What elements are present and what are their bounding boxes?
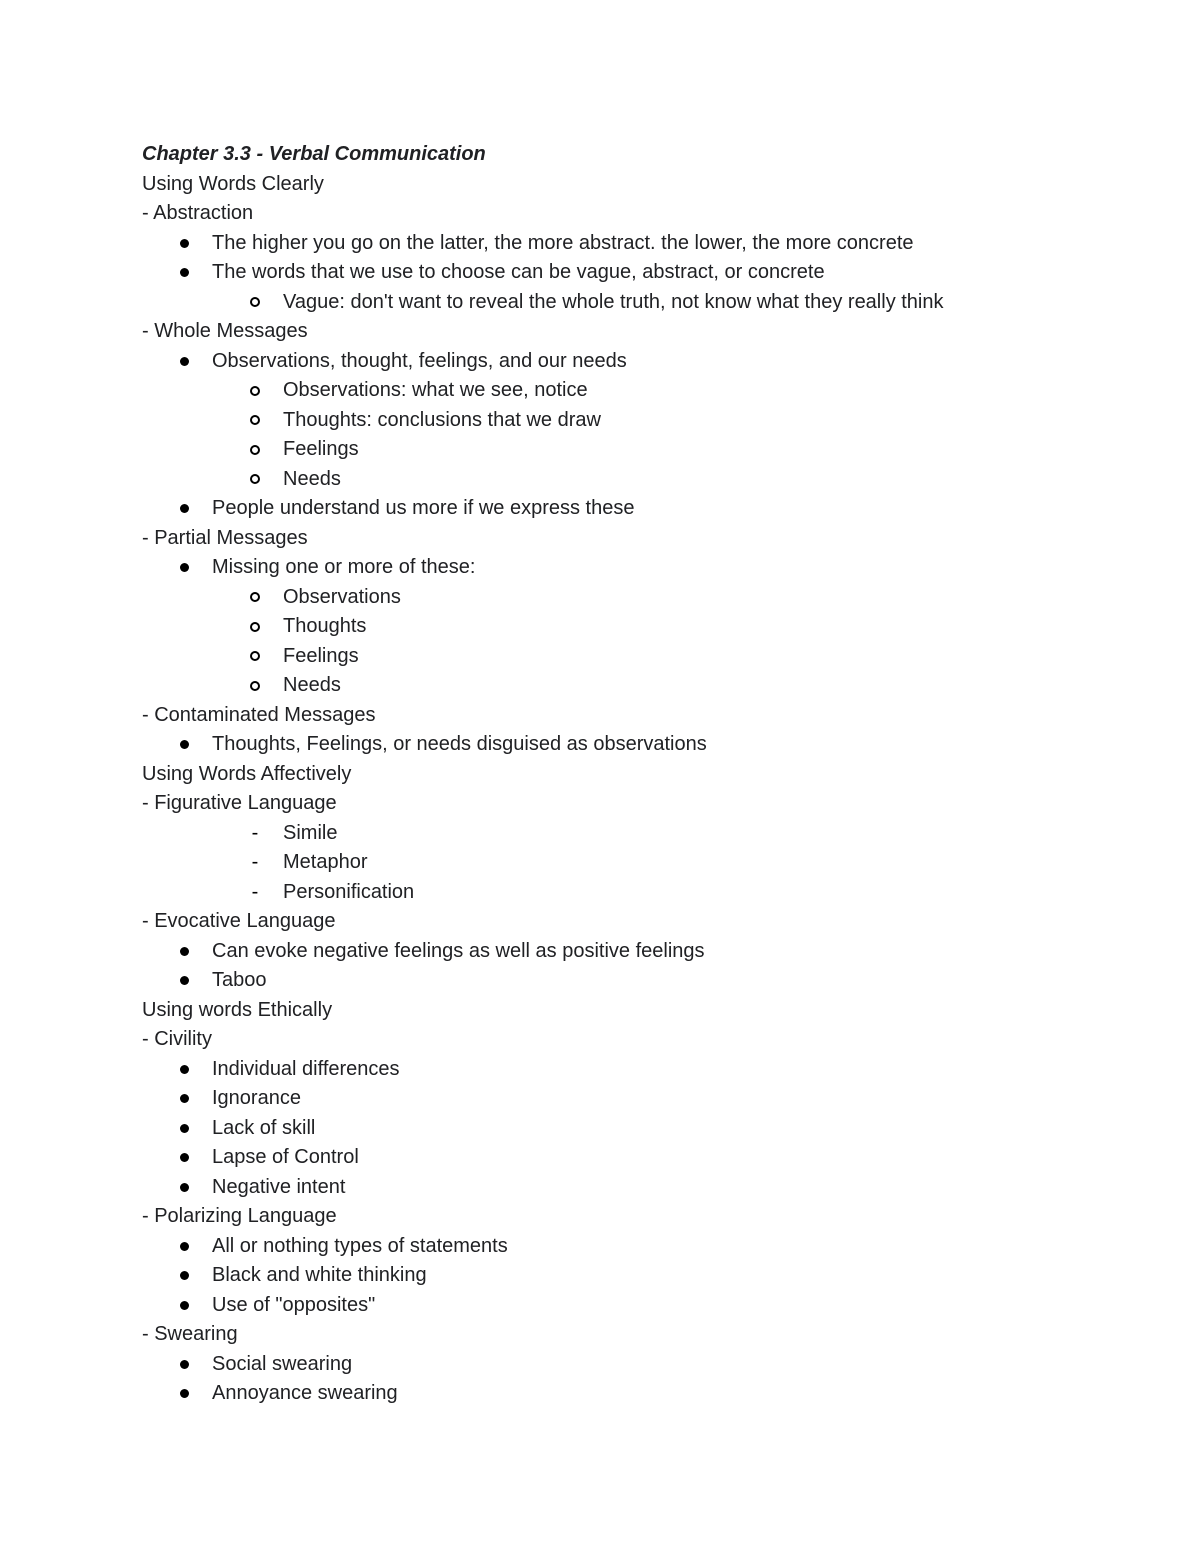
list-marker [176, 347, 192, 377]
bullet-item [142, 553, 1142, 583]
bullet-item [142, 1084, 1142, 1114]
filled-bullet-icon [180, 1153, 189, 1162]
list-marker [176, 258, 192, 288]
list-marker [176, 1114, 192, 1144]
filled-bullet-icon [180, 239, 189, 248]
list-marker [176, 1291, 192, 1321]
heading-line [142, 789, 1142, 819]
line-text: - Figurative Language [142, 792, 337, 814]
dash-bullet-icon: - [251, 821, 259, 844]
filled-bullet-icon [180, 976, 189, 985]
list-marker [176, 1350, 192, 1380]
dash-item [142, 878, 1142, 908]
list-marker [176, 1232, 192, 1262]
heading-line [142, 1025, 1142, 1055]
dash-bullet-icon: - [251, 880, 259, 903]
bullet-item [142, 1055, 1142, 1085]
line-text: Observations, thought, feelings, and our needs [212, 349, 627, 372]
line-text: Using Words Clearly [142, 172, 324, 195]
sub-bullet-item [142, 435, 1142, 465]
list-marker [247, 406, 263, 436]
line-text: Using Words Affectively [142, 762, 352, 785]
heading-line [142, 996, 1142, 1026]
line-text: - Partial Messages [142, 526, 308, 549]
heading-line [142, 1202, 1142, 1232]
dash-item [142, 848, 1142, 878]
hollow-bullet-icon [250, 386, 260, 396]
filled-bullet-icon [180, 1124, 189, 1133]
bullet-item [142, 1291, 1142, 1321]
line-text: Lapse of Control [212, 1146, 359, 1168]
heading-line [142, 760, 1142, 790]
heading-line [142, 907, 1142, 937]
sub-bullet-item [142, 642, 1142, 672]
line-text: Needs [283, 467, 341, 490]
sub-bullet-item [142, 288, 1142, 318]
filled-bullet-icon [180, 268, 189, 277]
hollow-bullet-icon [250, 592, 260, 602]
heading-line [142, 170, 1142, 200]
line-text: - Swearing [142, 1323, 238, 1345]
sub-bullet-item [142, 465, 1142, 495]
filled-bullet-icon [180, 1242, 189, 1251]
line-text: Vague: don't want to reveal the whole truth, not know what they really think [283, 290, 944, 313]
list-marker [247, 583, 263, 613]
page-title: Chapter 3.3 - Verbal Communication [142, 143, 486, 165]
line-text: - Whole Messages [142, 320, 308, 342]
sub-bullet-item [142, 583, 1142, 613]
filled-bullet-icon [180, 947, 189, 956]
line-text: Use of "opposites" [212, 1293, 376, 1316]
line-text: All or nothing types of statements [212, 1234, 508, 1257]
notes-body [142, 140, 1142, 1409]
hollow-bullet-icon [250, 445, 260, 455]
line-text: Thoughts [283, 615, 367, 637]
bullet-item [142, 229, 1142, 259]
bullet-item [142, 1350, 1142, 1380]
list-marker [247, 435, 263, 465]
filled-bullet-icon [180, 1065, 189, 1074]
line-text: Taboo [212, 969, 267, 991]
line-text: Observations: what we see, notice [283, 379, 588, 401]
list-marker [176, 1261, 192, 1291]
list-marker [176, 1173, 192, 1203]
line-text: Individual differences [212, 1057, 400, 1080]
filled-bullet-icon [180, 1301, 189, 1310]
list-marker [247, 819, 263, 849]
line-text: - Civility [142, 1028, 212, 1050]
heading-line [142, 524, 1142, 554]
list-marker [247, 288, 263, 318]
heading-line [142, 701, 1142, 731]
bullet-item [142, 347, 1142, 377]
line-text: Observations [283, 585, 401, 608]
notes-list [142, 170, 1142, 1409]
bullet-item [142, 1143, 1142, 1173]
bullet-item [142, 1379, 1142, 1409]
hollow-bullet-icon [250, 622, 260, 632]
line-text: Lack of skill [212, 1116, 316, 1139]
filled-bullet-icon [180, 504, 189, 513]
line-text: Black and white thinking [212, 1264, 427, 1286]
line-text: The words that we use to choose can be vague, abstract, or concrete [212, 261, 825, 283]
filled-bullet-icon [180, 563, 189, 572]
line-text: Feelings [283, 644, 359, 667]
line-text: - Contaminated Messages [142, 703, 376, 726]
hollow-bullet-icon [250, 651, 260, 661]
list-marker [176, 1084, 192, 1114]
filled-bullet-icon [180, 1360, 189, 1369]
dash-bullet-icon: - [251, 851, 259, 873]
filled-bullet-icon [180, 1094, 189, 1103]
sub-bullet-item [142, 612, 1142, 642]
line-text: Social swearing [212, 1352, 353, 1375]
line-text: Can evoke negative feelings as well as positive feelings [212, 939, 705, 962]
filled-bullet-icon [180, 1183, 189, 1192]
list-marker [176, 229, 192, 259]
line-text: Metaphor [283, 851, 368, 873]
list-marker [176, 1379, 192, 1409]
list-marker [176, 494, 192, 524]
list-marker [176, 937, 192, 967]
hollow-bullet-icon [250, 415, 260, 425]
line-text: Missing one or more of these: [212, 556, 476, 578]
list-marker [176, 1055, 192, 1085]
list-marker [176, 966, 192, 996]
list-marker [247, 878, 263, 908]
heading-line [142, 1320, 1142, 1350]
line-text: - Evocative Language [142, 910, 336, 932]
heading-line [142, 199, 1142, 229]
line-text: Simile [283, 821, 338, 844]
line-text: The higher you go on the latter, the more abstract. the lower, the more concrete [212, 231, 914, 254]
bullet-item [142, 258, 1142, 288]
filled-bullet-icon [180, 357, 189, 366]
bullet-item [142, 937, 1142, 967]
line-text: Negative intent [212, 1175, 346, 1198]
hollow-bullet-icon [250, 297, 260, 307]
filled-bullet-icon [180, 1271, 189, 1280]
sub-bullet-item [142, 376, 1142, 406]
list-marker [247, 671, 263, 701]
hollow-bullet-icon [250, 474, 260, 484]
list-marker [247, 465, 263, 495]
line-text: Feelings [283, 438, 359, 460]
list-marker [176, 1143, 192, 1173]
line-text: Thoughts: conclusions that we draw [283, 408, 601, 431]
bullet-item [142, 1173, 1142, 1203]
sub-bullet-item [142, 406, 1142, 436]
line-text: Needs [283, 674, 341, 696]
line-text: Thoughts, Feelings, or needs disguised as observations [212, 733, 707, 755]
line-text: People understand us more if we express these [212, 497, 635, 519]
heading-line [142, 317, 1142, 347]
bullet-item [142, 1114, 1142, 1144]
list-marker [247, 612, 263, 642]
bullet-item [142, 1232, 1142, 1262]
hollow-bullet-icon [250, 681, 260, 691]
line-text: Ignorance [212, 1087, 301, 1109]
list-marker [176, 730, 192, 760]
sub-bullet-item [142, 671, 1142, 701]
list-marker [247, 642, 263, 672]
line-text: Using words Ethically [142, 998, 333, 1021]
line-text: Personification [283, 880, 415, 903]
line-text: - Polarizing Language [142, 1205, 337, 1227]
line-text: - Abstraction [142, 202, 254, 224]
bullet-item [142, 494, 1142, 524]
bullet-item [142, 1261, 1142, 1291]
dash-item [142, 819, 1142, 849]
line-text: Annoyance swearing [212, 1382, 398, 1404]
filled-bullet-icon [180, 1389, 189, 1398]
bullet-item [142, 730, 1142, 760]
list-marker [247, 376, 263, 406]
list-marker [247, 848, 263, 878]
bullet-item [142, 966, 1142, 996]
filled-bullet-icon [180, 740, 189, 749]
list-marker [176, 553, 192, 583]
